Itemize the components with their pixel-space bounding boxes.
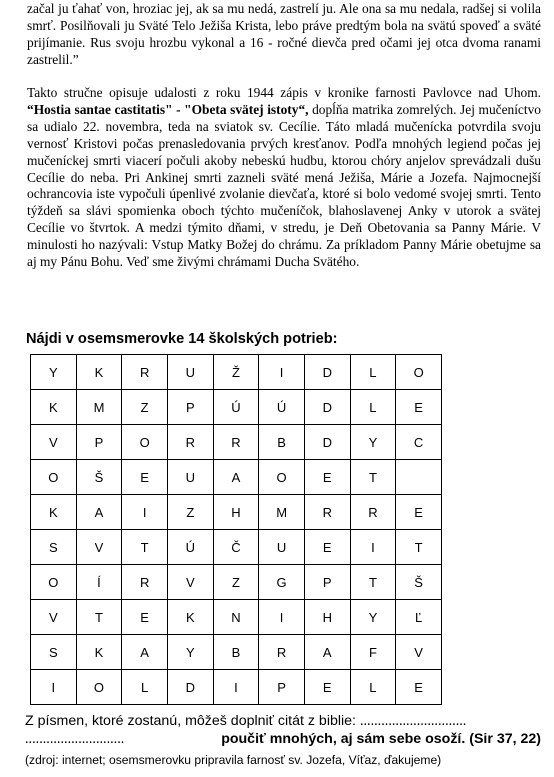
grid-cell: K — [31, 495, 77, 530]
grid-cell: I — [213, 670, 259, 705]
grid-cell: F — [350, 635, 396, 670]
bible-quote: poučiť mnohých, aj sám sebe osoží. (Sir 37, 22) — [221, 731, 541, 747]
grid-cell: O — [76, 670, 122, 705]
grid-cell: I — [259, 600, 305, 635]
grid-row — [31, 460, 442, 495]
grid-cell: K — [76, 635, 122, 670]
grid-cell: K — [76, 355, 122, 390]
grid-cell: Š — [76, 460, 122, 495]
grid-row — [31, 495, 442, 530]
puzzle-title: Nájdi v osemsmerovke 14 školských potrieb: — [26, 331, 338, 347]
grid-cell: P — [76, 425, 122, 460]
grid-cell: R — [350, 495, 396, 530]
grid-cell: R — [167, 425, 213, 460]
grid-cell: O — [122, 425, 168, 460]
grid-cell: O — [31, 565, 77, 600]
grid-cell: V — [31, 600, 77, 635]
grid-cell: R — [213, 425, 259, 460]
grid-cell: K — [31, 390, 77, 425]
grid-cell: Ú — [213, 390, 259, 425]
grid-cell: R — [259, 635, 305, 670]
grid-cell: Č — [213, 530, 259, 565]
grid-cell: U — [167, 460, 213, 495]
grid-cell: E — [396, 495, 442, 530]
grid-cell: A — [304, 635, 350, 670]
latin-title-bold: “Hostia santae castitatis" - "Obeta svätej istoty“, — [27, 101, 309, 117]
grid-cell: Í — [76, 565, 122, 600]
grid-cell: P — [167, 390, 213, 425]
grid-cell: T — [122, 530, 168, 565]
grid-cell: M — [259, 495, 305, 530]
grid-cell: U — [167, 355, 213, 390]
grid-cell: H — [304, 600, 350, 635]
grid-row — [31, 635, 442, 670]
grid-cell: Y — [350, 600, 396, 635]
grid-cell: O — [31, 460, 77, 495]
grid-cell: D — [304, 390, 350, 425]
article-paragraph-1 — [27, 1, 541, 69]
grid-cell: Š — [396, 565, 442, 600]
grid-cell: C — [396, 425, 442, 460]
grid-cell: O — [396, 355, 442, 390]
grid-cell: R — [304, 495, 350, 530]
grid-row — [31, 530, 442, 565]
source-note: (zdroj: internet; osemsmerovku pripravila farnosť sv. Jozefa, Víťaz, ďakujeme) — [25, 753, 442, 767]
grid-cell: E — [396, 390, 442, 425]
grid-cell: I — [122, 495, 168, 530]
grid-cell: B — [259, 425, 305, 460]
grid-cell: T — [350, 460, 396, 495]
grid-cell: T — [396, 530, 442, 565]
fill-in-line — [25, 712, 466, 730]
grid-cell: S — [31, 530, 77, 565]
word-search-grid — [30, 354, 442, 705]
grid-row — [31, 565, 442, 600]
grid-cell: Z — [122, 390, 168, 425]
grid-cell — [396, 460, 442, 495]
grid-cell: E — [122, 460, 168, 495]
grid-cell: E — [304, 530, 350, 565]
grid-row — [31, 355, 442, 390]
grid-cell: R — [122, 355, 168, 390]
grid-cell: R — [122, 565, 168, 600]
grid-cell: V — [31, 425, 77, 460]
grid-cell: Ú — [259, 390, 305, 425]
quote-line — [25, 730, 541, 748]
article-text: Takto stručne opisuje udalosti z roku 1944 zápis v kronike farnosti Pavlovce nad Uhom. — [27, 85, 541, 100]
grid-cell: V — [396, 635, 442, 670]
grid-cell: Y — [167, 635, 213, 670]
grid-row — [31, 600, 442, 635]
fill-in-text: Z písmen, ktoré zostanú, môžeš doplniť citát z biblie: — [25, 713, 360, 729]
grid-cell: L — [350, 670, 396, 705]
grid-cell: Z — [213, 565, 259, 600]
grid-cell: A — [213, 460, 259, 495]
grid-cell: D — [304, 355, 350, 390]
fill-in-dots: .............................. — [359, 713, 467, 729]
grid-cell: L — [350, 390, 396, 425]
grid-cell: E — [396, 670, 442, 705]
article-paragraph-2 — [27, 85, 541, 271]
grid-cell: S — [31, 635, 77, 670]
grid-cell: I — [350, 530, 396, 565]
grid-cell: I — [31, 670, 77, 705]
grid-cell: Ú — [167, 530, 213, 565]
grid-cell: P — [259, 670, 305, 705]
grid-row — [31, 390, 442, 425]
grid-cell: D — [167, 670, 213, 705]
grid-cell: Y — [350, 425, 396, 460]
grid-cell: Ľ — [396, 600, 442, 635]
grid-cell: E — [304, 670, 350, 705]
grid-cell: N — [213, 600, 259, 635]
grid-cell: K — [167, 600, 213, 635]
grid-cell: B — [213, 635, 259, 670]
grid-cell: Z — [167, 495, 213, 530]
grid-row — [31, 425, 442, 460]
grid-cell: L — [122, 670, 168, 705]
grid-cell: V — [167, 565, 213, 600]
grid-cell: E — [122, 600, 168, 635]
grid-cell: Ž — [213, 355, 259, 390]
grid-cell: M — [76, 390, 122, 425]
quote-dots: ............................ — [25, 731, 125, 747]
grid-cell: P — [304, 565, 350, 600]
grid-cell: D — [304, 425, 350, 460]
grid-cell: I — [259, 355, 305, 390]
article-text: dopĺňa matrika zomrelých. Jej mučeníctvo sa udialo 22. novembra, teda na sviatok sv. Cecílie. Táto mladá mučenícka potvrdila svoju vernosť Kristovi počas prenasledovania prvých kresťanov. Podľa mnohých legiend počas jej mučeníckej smrti viacerí počuli akoby nebeskú hudbu, ktorou chóry anjelov sprevádzali dušu Cecílie do neba. Pri Ankinej smrti zazneli sväté mená Ježiša, Márie a Jozefa. Najmocnejší ochrancovia iste vypočuli úpenlivé zvolanie dievčaťa, ktoré si bolo vedomé svojej smrti. Tento týždeň sa slávi spomienka oboch týchto mučeníčok, blahoslavenej Anky v utorok a svätej Cecílie vo štvrtok. A medzi týmito dňami, v stredu, je Deň Obetovania sa Panny Márie. V minulosti ho nazývali: Vstup Matky Božej do chrámu. Za príkladom Panny Márie obetujme sa aj my Pánu Bohu. Veď sme živými chrámami Ducha Svätého. — [27, 101, 541, 270]
grid-cell: V — [76, 530, 122, 565]
grid-cell: Y — [31, 355, 77, 390]
grid-cell: U — [259, 530, 305, 565]
grid-cell: E — [304, 460, 350, 495]
article-text: začal ju ťahať von, hroziac jej, ak sa mu nedá, zastrelí ju. Ale ona sa mu nedala, radšej si volila smrť. Posilňovali ju Sväté Telo Ježiša Krista, lebo práve predtým bola na svätú spoveď a sväté prijímanie. Rus svoju hrozbu vykonal a 16 - ročné dievča pred očami jej otca dvoma ranami zastrelil.” — [27, 1, 541, 67]
grid-cell: H — [213, 495, 259, 530]
grid-cell: G — [259, 565, 305, 600]
grid-cell: O — [259, 460, 305, 495]
grid-cell: T — [76, 600, 122, 635]
grid-cell: A — [122, 635, 168, 670]
grid-cell: L — [350, 355, 396, 390]
grid-row — [31, 670, 442, 705]
grid-cell: A — [76, 495, 122, 530]
grid-cell: T — [350, 565, 396, 600]
